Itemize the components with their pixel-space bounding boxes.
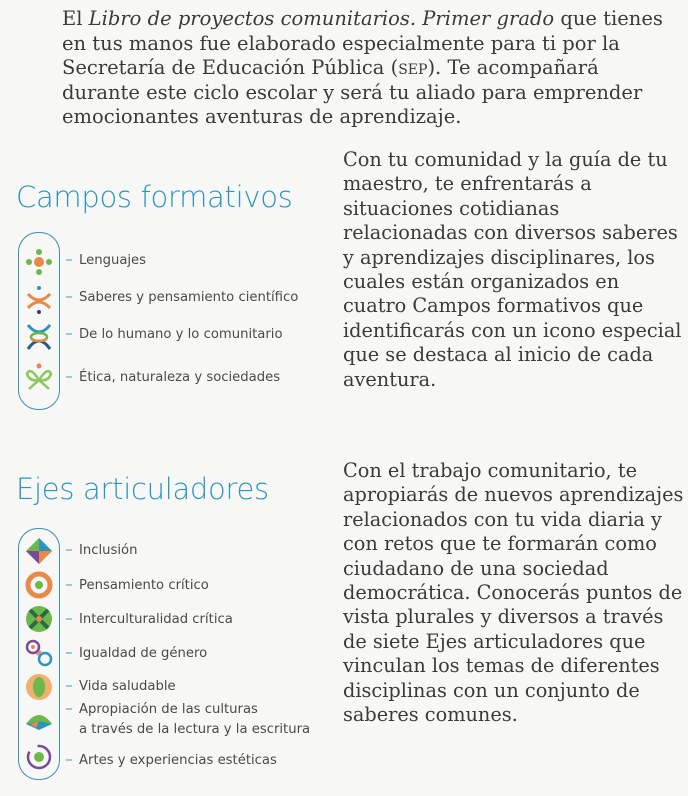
sep-abbrev: sep [398,56,428,80]
pensamiento-critico-icon [24,570,54,600]
intro-text: El [62,7,89,30]
campo-item-lenguajes: Lenguajes [66,251,146,271]
saberes-icon [24,284,54,314]
eje-item-vida-saludable: Vida saludable [66,677,176,697]
eje-item-artes: Artes y experiencias estéticas [66,751,277,771]
etica-icon [24,362,54,392]
humano-comunitario-icon [24,321,54,351]
vida-saludable-icon [24,672,54,702]
campos-heading: Campos formativos [16,180,293,214]
campo-item-etica: Ética, naturaleza y sociedades [66,368,280,388]
campo-item-humano: De lo humano y lo comunitario [66,325,283,345]
artes-icon [24,742,54,772]
intro-paragraph [62,7,682,130]
ejes-heading: Ejes articuladores [16,472,269,506]
lectura-escritura-icon [24,704,54,734]
eje-item-lectura-escritura: Apropiación de las culturas a través de la lectura y la escritura [66,700,310,740]
intro-text: ). Te acompañará durante este ciclo escolar y será tu aliado para emprender emocionantes aventuras de aprendizaje. [62,56,643,129]
eje-item-inclusion: Inclusión [66,541,137,561]
eje-item-interculturalidad: Interculturalidad crítica [66,610,233,630]
inclusion-icon [24,536,54,566]
book-title: Libro de proyectos comunitarios. Primer grado [88,7,555,30]
interculturalidad-icon [24,604,54,634]
lenguajes-icon [24,247,54,277]
eje-item-igualdad: Igualdad de género [66,644,207,664]
intro-text: que tienes en tus manos fue elaborado especialmente para ti por la Secretaría de Educación Pública ( [62,7,663,80]
eje-item-pensamiento-critico: Pensamiento crítico [66,576,209,596]
igualdad-genero-icon [24,638,54,668]
campos-body: Con tu comunidad y la guía de tu maestro, te enfrentarás a situaciones cotidianas relacionadas con diversos saberes y aprendizajes disciplinares, los cuales están organizados en cuatro Campos formativos que identificarás con un icono especial que se destaca al inicio de cada aventura. [343,148,682,391]
campo-item-saberes: Saberes y pensamiento científico [66,288,298,308]
ejes-body: Con el trabajo comunitario, te apropiarás de nuevos aprendizajes relacionados con tu vida diaria y con retos que te formarán como ciudadano de una sociedad democrática. Conocerás puntos de vista plurales y diversos a través de siete Ejes articuladores que vinculan los temas de diferentes disciplinas con un conjunto de saberes comunes. [343,459,684,727]
